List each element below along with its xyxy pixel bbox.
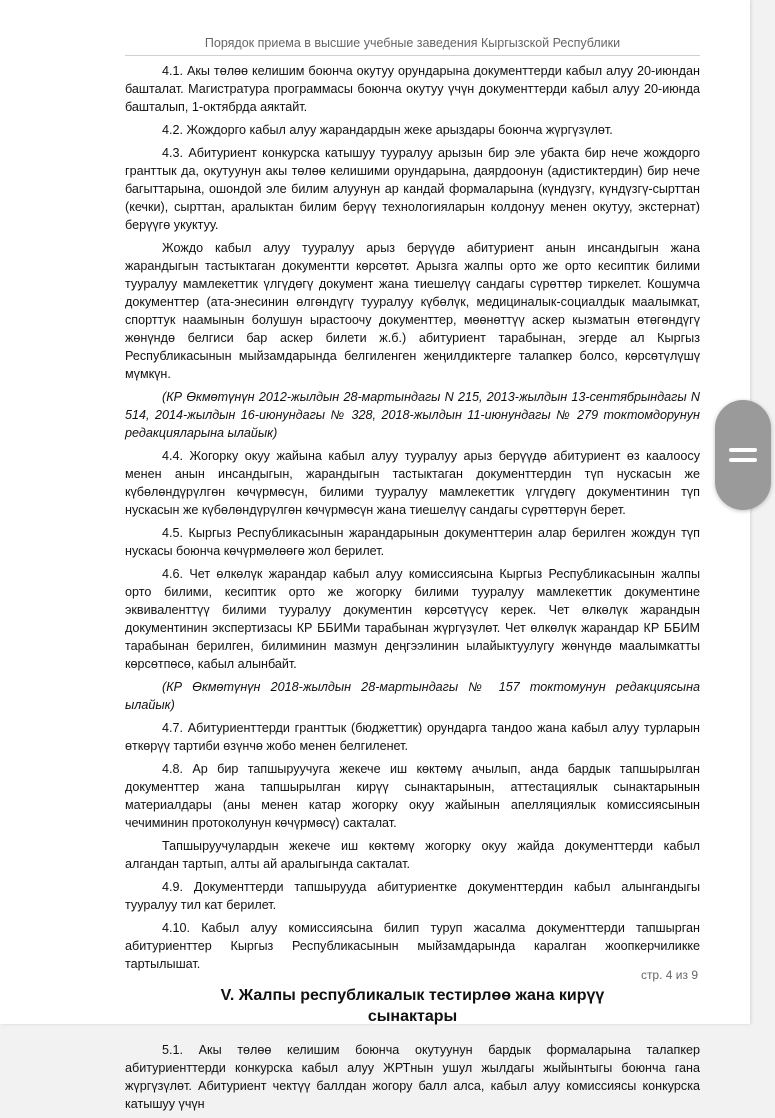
paragraph-4-8-cont: Тапшыруучулардын жекече иш көктөмү жогорку окуу жайда документтерди кабыл алгандан тартып, алты ай аралыгында сакталат.	[125, 839, 700, 871]
amendment-note-2: (КР Өкмөтүнүн 2018-жылдын 28-мартындагы № 157 токтомунун редакциясына ылайык)	[125, 680, 700, 712]
paragraph-4-3: 4.3. Абитуриент конкурска катышуу тууралуу арызын бир эле убакта бир нече жождорго гранттык да, окутуунун акы төлөө келишими орундарына, даярдоонун (адистиктердин) бир нече багыттарына, ошондой эле билим алуунун ар кандай формаларына (күндүзгү, күндүзгү-сырттан (кечки), сырттан, аралыктан билим берүү технологияларын колдонуу менен окутуу, экстернат) берүүгө укуктуу.	[125, 146, 700, 232]
paragraph-4-9: 4.9. Документтерди тапшырууда абитуриентке документтердин кабыл алынгандыгы тууралуу тил кат берилет.	[125, 880, 700, 912]
paragraph-4-3-cont: Жождо кабыл алуу тууралуу арыз берүүдө абитуриент анын инсандыгын жана жарандыгын тастыктаган документти көрсөтөт. Арызга жалпы орто же орто кесиптик билими тууралуу мамлекеттик үлгүдөгү документ жана тиешелүү сандагы сүрөттөр тиркелет. Кошумча документтер (ата-энесинин өлгөндүгү тууралуу күбөлүк, медициналык-социалдык маалымкат, спорттук наамынын болушун ырастоочу документтер, мөөнөттүү аскер кызматын өтөгөндүгү жөнүндө белгиси бар аскер билети ж.б.) абитуриент тарабынан, эгерде ал Кыргыз Республикасынын мыйзамдарында белгиленген жеңилдиктерге талапкер болсо, көрсөтүлүшү мүмкүн.	[125, 241, 700, 381]
scroll-handle[interactable]	[715, 400, 771, 510]
paragraph-4-7: 4.7. Абитуриенттерди гранттык (бюджеттик) орундарга тандоо жана кабыл алуу турларын өткөрүү тартиби өзүнчө жобо менен белгиленет.	[125, 721, 700, 753]
paragraph-4-8: 4.8. Ар бир тапшыруучуга жекече иш көктөмү ачылып, анда бардык тапшырылган документтер жана тапшырылган кирүү сынактарынын, аттестациялык сынактарынын материалдары (аны менен катар жогорку окуу жайынын апелляциялык комиссиясынын чечиминин протоколунун көчүрмөсү) сакталат.	[125, 762, 700, 830]
document-content	[125, 62, 700, 1118]
paragraph-4-1: 4.1. Акы төлөө келишим боюнча окутуу орундарына документтерди кабыл алуу 20-июндан башталат. Магистратура программасы боюнча окутуу үчүн документтерди кабыл алуу 20-июнда башталып, 1-октябрда аяктайт.	[125, 64, 700, 114]
paragraph-4-2: 4.2. Жождорго кабыл алуу жарандардын жеке арыздары боюнча жүргүзүлөт.	[162, 123, 613, 137]
drag-handle-icon	[729, 445, 757, 465]
paragraph-4-5: 4.5. Кыргыз Республикасынын жарандарынын документтерин алар берилген жождун түп нускасы боюнча көчүрмөлөөгө жол берилет.	[125, 526, 700, 558]
section-heading-line1: V. Жалпы республикалык тестирлөө жана кирүү	[220, 987, 605, 1004]
paragraph-5-1: 5.1. Акы төлөө келишим боюнча окутуунун бардык формаларына талапкер абитуриенттерди конкурска кабыл алуу ЖРТнын ушул жылдагы жыйынтыгы боюнча гана жүргүзүлөт. Абитуриент чектүү баллдан жогору балл алса, кабыл алуу комиссиясы конкурска катышуу үчүн	[125, 1043, 700, 1111]
paragraph-4-10: 4.10. Кабыл алуу комиссиясына билип туруп жасалма документтерди тапшырган абитуриенттер Кыргыз Республикасынын мыйзамдарында каралган жоопкерчиликке тартылышат.	[125, 921, 700, 971]
paragraph-4-4: 4.4. Жогорку окуу жайына кабыл алуу тууралуу арыз берүүдө абитуриент өз каалоосу менен анын инсандыгын, жарандыгын тастыктаган документтердин түп нускасын же күбөлөндүрүлгөн көчүрмөсүн, билими тууралуу мамлекеттик үлгүдөгү документинин түп нускасын же күбөлөндүрүлгөн көчүрмөсүн жана тиешелүү сандагы сүрөттөрүн берет.	[125, 449, 700, 517]
paragraph-4-6: 4.6. Чет өлкөлүк жарандар кабыл алуу комиссиясына Кыргыз Республикасынын жалпы орто билими, кесиптик орто же жогорку билими тууралуу мамлекеттик документине эквиваленттүү билими тууралуу документин көрсөтүүсү керек. Чет өлкөлүк жарандын документинин экспертизасы КР ББИМи тарабынан жүргүзүлөт. Чет өлкөлүк жарандар КР ББИМ тарабынан берилген, билиминин мазмун деңгээлинин ылайыктуулугу жөнүндө маалымкатты көрсөтпөсө, кабыл алынбайт.	[125, 567, 700, 671]
page-header: Порядок приема в высшие учебные заведения Кыргызской Республики	[125, 36, 700, 56]
section-heading-line2: сынактары	[367, 1008, 458, 1025]
amendment-note-1: (КР Өкмөтүнүн 2012-жылдын 28-мартындагы N 215, 2013-жылдын 13-сентябрындагы N 514, 2014-жылдын 16-июнундагы № 328, 2018-жылдын 11-июнундагы № 279 токтомдорунун редакцияларына ылайык)	[125, 390, 700, 440]
section-heading	[125, 985, 700, 1027]
page-counter: стр. 4 из 9	[640, 968, 698, 982]
